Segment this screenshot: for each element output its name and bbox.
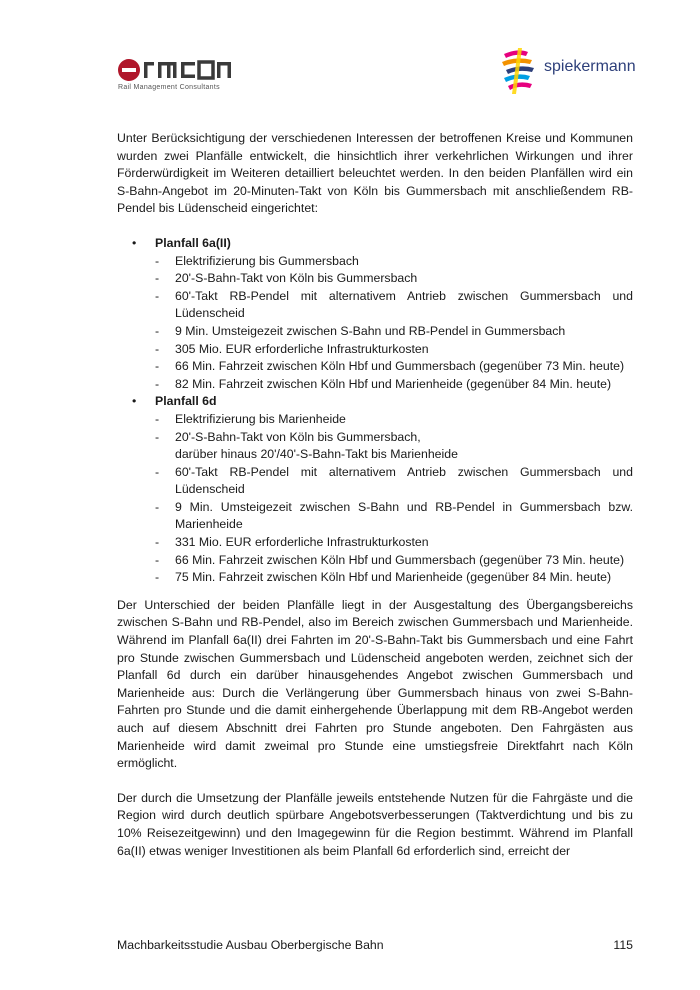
list-item-line: - 20'-S-Bahn-Takt von Köln bis Gummersbach, [175, 429, 421, 444]
list-item [155, 429, 633, 464]
list-item: - 9 Min. Umsteigezeit zwischen S-Bahn und RB-Pendel in Gummersbach [155, 323, 633, 341]
list-item: - 66 Min. Fahrzeit zwischen Köln Hbf und Gummersbach (gegenüber 73 Min. heute) [155, 552, 633, 570]
main-content [117, 130, 633, 877]
list-item: - 60'-Takt RB-Pendel mit alternativem Antrieb zwischen Gummersbach und Lüdenscheid [155, 464, 633, 499]
spiekermann-logo [498, 46, 638, 96]
list-item: - 9 Min. Umsteigezeit zwischen S-Bahn und RB-Pendel in Gummersbach bzw. Marienheide [155, 499, 633, 534]
list-item: - Elektrifizierung bis Gummersbach [155, 253, 633, 271]
difference-paragraph: Der Unterschied der beiden Planfälle liegt in der Ausgestaltung des Übergangsbereichs zwischen S-Bahn und RB-Pendel, also im Bereich zwischen Gummersbach und Marienheide. Während im Planfall 6a(II) drei Fahrten im 20'-S-Bahn-Takt bis Gummersbach und eine Fahrt pro Stunde zwischen Gummersbach und Lüdenscheid angeboten werden, zeichnet sich der Planfall 6d durch ein darüber hinausgehendes Angebot zwischen Gummersbach und Marienheide aus: Durch die Verlängerung über Gummersbach hinaus von zwei S-Bahn-Fahrten pro Stunde und die damit einhergehende Überlappung mit dem RB-Angebot werden auch auf diesem Abschnitt drei Fahrten pro Stunde angeboten. Den Fahrgästen aus Marienheide wird damit zweimal pro Stunde eine umstiegsfreie Direktfahrt nach Köln ermöglicht. [117, 597, 633, 771]
list-item: - 331 Mio. EUR erforderliche Infrastrukturkosten [155, 534, 633, 552]
footer-title: Machbarkeitsstudie Ausbau Oberbergische Bahn [117, 938, 384, 952]
spiekermann-wordmark: spiekermann [544, 58, 636, 75]
list-item: - 305 Mio. EUR erforderliche Infrastrukturkosten [155, 341, 633, 359]
plan-6a-ii [117, 235, 633, 393]
list-item: - 75 Min. Fahrzeit zwischen Köln Hbf und Marienheide (gegenüber 84 Min. heute) [155, 569, 633, 587]
plan-6d [117, 393, 633, 587]
plan-title: Planfall 6d [155, 394, 217, 409]
list-item: - 20'-S-Bahn-Takt von Köln bis Gummersbach [155, 270, 633, 288]
benefit-paragraph: Der durch die Umsetzung der Planfälle jeweils entstehende Nutzen für die Fahrgäste und die Region wird durch deutlich spürbare Angebotsverbesserungen (Taktverdichtung und bis zu 10% Reisezeitgewinn) und den Imagegewinn für die Region bestimmt. Während im Planfall 6a(II) etwas weniger Investitionen als beim Planfall 6d erforderlich sind, erreicht der [117, 790, 633, 858]
plan-items [155, 411, 633, 587]
ermcon-logo-mark [116, 56, 246, 84]
ermcon-tagline: Rail Management Consultants [118, 84, 220, 91]
plan-list [117, 235, 633, 587]
list-item: - 66 Min. Fahrzeit zwischen Köln Hbf und Gummersbach (gegenüber 73 Min. heute) [155, 358, 633, 376]
plan-title: Planfall 6a(II) [155, 235, 231, 250]
intro-paragraph: Unter Berücksichtigung der verschiedenen Interessen der betroffenen Kreise und Kommunen wurden zwei Planfälle entwickelt, die hinsichtlich ihrer verkehrlichen Wirkungen und ihrer Förderwürdigkeit im Weiteren detailliert beleuchtet werden. In den beiden Planfällen wird ein S-Bahn-Angebot im 20-Minuten-Takt von Köln bis Gummersbach mit anschließendem RB-Pendel bis Lüdenscheid eingerichtet: [117, 131, 633, 216]
list-item: - 60'-Takt RB-Pendel mit alternativem Antrieb zwischen Gummersbach und Lüdenscheid [155, 288, 633, 323]
plan-items [155, 253, 633, 394]
ermcon-logo [116, 56, 246, 98]
list-item-continuation: darüber hinaus 20'/40'-S-Bahn-Takt bis Marienheide [175, 447, 458, 462]
spiekermann-logo-icon [498, 46, 538, 96]
list-item: - 82 Min. Fahrzeit zwischen Köln Hbf und Marienheide (gegenüber 84 Min. heute) [155, 376, 633, 394]
page-number: 115 [613, 938, 633, 952]
list-item: - Elektrifizierung bis Marienheide [155, 411, 633, 429]
